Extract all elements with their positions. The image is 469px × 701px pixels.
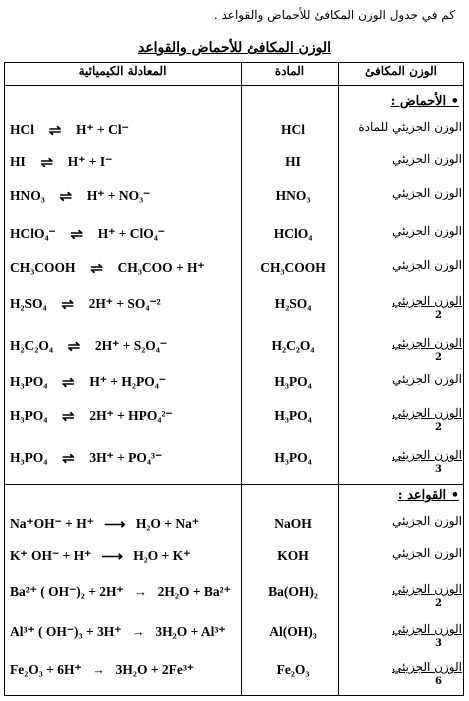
reactants: H₃PO₄ xyxy=(10,450,48,465)
products: CH₃COO + H⁺ xyxy=(117,260,205,275)
substance-formula: HNO₃ xyxy=(275,188,311,203)
reaction-arrow-icon: ⇌ xyxy=(70,226,83,243)
table-row xyxy=(4,576,464,608)
substance-formula: HI xyxy=(285,154,301,169)
reaction-arrow-icon: ⟶ xyxy=(101,548,123,565)
reactants: H₃PO₄ xyxy=(10,408,48,423)
table-row xyxy=(4,180,464,212)
bases-section-label: • القواعد : xyxy=(397,488,459,503)
chemical-equation xyxy=(10,288,242,320)
reactants: Na⁺OH⁻ + H⁺ xyxy=(10,516,94,531)
equivalent-weight xyxy=(342,508,462,540)
chemical-equation xyxy=(10,576,242,608)
header-substance: المادة xyxy=(274,64,305,78)
table-row xyxy=(4,288,464,320)
divisor: 2 xyxy=(435,598,442,608)
reactants: HNO₃ xyxy=(10,188,45,203)
equivalent-weight xyxy=(342,218,462,250)
products: 2H⁺ + S₂O₄⁻ xyxy=(94,338,167,353)
molecular-weight-label: الوزن الجزيئي xyxy=(392,660,462,674)
reaction-arrow-icon: → xyxy=(92,662,106,677)
table-row xyxy=(4,400,464,432)
reaction-arrow-icon: ⇌ xyxy=(67,338,81,355)
header-equation: المعادلة الكيميائية xyxy=(78,64,167,78)
chemical-equation xyxy=(10,616,242,648)
reactants: CH₃COOH xyxy=(10,260,76,275)
products: H⁺ + H₂PO₄⁻ xyxy=(89,374,166,389)
molecular-weight-label: الوزن الجزيئي xyxy=(392,224,462,238)
table-row xyxy=(4,252,464,284)
reaction-arrow-icon: ⇌ xyxy=(62,374,75,391)
divisor: 6 xyxy=(435,676,442,686)
products: H⁺ + ClO₄⁻ xyxy=(97,226,165,241)
products: H⁺ + Cl⁻ xyxy=(76,122,129,137)
molecular-weight-label: الوزن الجزيئي xyxy=(392,406,462,420)
equivalent-weight xyxy=(342,576,462,608)
molecular-weight-label: الوزن الجزيئي xyxy=(392,152,462,166)
products: 2H₂O + Ba²⁺ xyxy=(157,584,231,599)
reactants: K⁺ OH⁻ + H⁺ xyxy=(10,548,92,563)
header-divider xyxy=(4,85,464,86)
equivalent-weight xyxy=(342,252,462,284)
products: H⁺ + I⁻ xyxy=(67,154,113,169)
substance-formula: NaOH xyxy=(274,516,312,531)
divisor: 2 xyxy=(435,310,442,320)
products: H₂O + Na⁺ xyxy=(135,516,199,531)
products: H⁺ + NO₃⁻ xyxy=(86,188,151,203)
table-row xyxy=(4,330,464,362)
molecular-weight-label: الوزن الجزيئي xyxy=(392,372,462,386)
substance-formula: Al(OH)₃ xyxy=(269,624,317,639)
reactants: H₃PO₄ xyxy=(10,374,48,389)
substance-formula: H₃PO₄ xyxy=(274,450,312,465)
equivalent-weight xyxy=(342,616,462,648)
substance-formula: Ba(OH)₂ xyxy=(268,584,318,599)
products: 3H⁺ + PO₄³⁻ xyxy=(89,450,163,465)
table-row xyxy=(4,508,464,540)
products: H₂O + K⁺ xyxy=(133,548,191,563)
table-row xyxy=(4,654,464,686)
equivalent-weight xyxy=(342,540,462,572)
table-row xyxy=(4,218,464,250)
substance-formula: KOH xyxy=(277,548,309,563)
equivalent-weight xyxy=(342,366,462,398)
chemical-equation xyxy=(10,218,242,250)
chemical-equation xyxy=(10,654,242,686)
reaction-arrow-icon: → xyxy=(131,624,145,639)
molecular-weight-label: الوزن الجزيئي xyxy=(392,258,462,272)
reaction-arrow-icon: ⇌ xyxy=(61,296,74,313)
chemical-equation xyxy=(10,180,242,212)
chemical-equation xyxy=(10,442,242,474)
chemical-equation xyxy=(10,114,242,146)
molecular-weight-label: الوزن الجزيئي xyxy=(392,448,462,462)
substance-formula: HClO₄ xyxy=(273,226,313,241)
substance-formula: H₂SO₄ xyxy=(274,296,312,311)
equivalent-weight xyxy=(342,330,462,362)
substance-formula: HCl xyxy=(280,122,305,137)
reactants: Fe₂O₃ + 6H⁺ xyxy=(10,662,82,677)
molecular-weight-label: الوزن الجزيئي للمادة xyxy=(358,120,462,134)
section-divider xyxy=(4,484,464,485)
molecular-weight-label: الوزن الجزيئي xyxy=(392,582,462,596)
reaction-arrow-icon: ⇌ xyxy=(48,122,62,139)
reactants: HClO₄⁻ xyxy=(10,226,56,241)
intro-text: كم في جدول الوزن المكافئ للأحماض والقواعد . xyxy=(213,8,455,22)
products: 3H₂O + 2Fe³⁺ xyxy=(115,662,195,677)
table-row xyxy=(4,366,464,398)
reaction-arrow-icon: ⇌ xyxy=(90,260,103,277)
molecular-weight-label: الوزن الجزيئي xyxy=(392,336,462,350)
chemical-equation xyxy=(10,400,242,432)
divisor: 3 xyxy=(435,464,442,474)
substance-formula: H₃PO₄ xyxy=(274,408,312,423)
reactants: H₂C₂O₄ xyxy=(10,338,53,353)
molecular-weight-label: الوزن الجزيئي xyxy=(392,186,462,200)
equivalent-weight xyxy=(342,146,462,178)
reactants: Al³⁺ ( OH⁻)₃ + 3H⁺ xyxy=(10,624,122,639)
equivalent-weight xyxy=(342,442,462,474)
substance-formula: CH₃COOH xyxy=(260,260,326,275)
acids-section-label: • الأحماض : xyxy=(390,94,459,109)
reaction-arrow-icon: ⇌ xyxy=(40,154,54,171)
molecular-weight-label: الوزن الجزيئي xyxy=(392,514,462,528)
chemical-equation xyxy=(10,252,242,284)
reactants: Ba²⁺ ( OH⁻)₂ + 2H⁺ xyxy=(10,584,124,599)
reaction-arrow-icon: ⟶ xyxy=(104,516,126,533)
equivalent-weight xyxy=(342,180,462,212)
molecular-weight-label: الوزن الجزيئي xyxy=(392,546,462,560)
header-equivalent: الوزن المكافئ xyxy=(365,64,437,78)
reactants: HI xyxy=(10,154,26,169)
chemical-equation xyxy=(10,540,242,572)
table-row xyxy=(4,146,464,178)
divisor: 2 xyxy=(435,352,442,362)
table-row xyxy=(4,442,464,474)
equivalent-weight xyxy=(342,654,462,686)
chemical-equation xyxy=(10,330,242,362)
page-title: الوزن المكافئ للأحماض والقواعد xyxy=(137,40,332,56)
chemical-equation xyxy=(10,146,242,178)
reactants: HCl xyxy=(10,122,35,137)
reaction-arrow-icon: ⇌ xyxy=(62,408,75,425)
table-row xyxy=(4,616,464,648)
chemical-equation xyxy=(10,508,242,540)
products: 2H⁺ + SO₄⁻² xyxy=(88,296,161,311)
divisor: 2 xyxy=(435,422,442,432)
table-row xyxy=(4,114,464,146)
equivalent-weight xyxy=(342,114,462,146)
molecular-weight-label: الوزن الجزيئي xyxy=(392,622,462,636)
products: 3H₂O + Al³⁺ xyxy=(155,624,226,639)
equivalent-weight xyxy=(342,288,462,320)
products: 2H⁺ + HPO₄²⁻ xyxy=(89,408,173,423)
molecular-weight-label: الوزن الجزيئي xyxy=(392,294,462,308)
substance-formula: H₂C₂O₄ xyxy=(271,338,315,353)
reactants: H₂SO₄ xyxy=(10,296,47,311)
substance-formula: H₃PO₄ xyxy=(274,374,312,389)
substance-formula: Fe₂O₃ xyxy=(276,662,310,677)
divisor: 3 xyxy=(435,638,442,648)
equivalent-weight xyxy=(342,400,462,432)
reaction-arrow-icon: ⇌ xyxy=(59,188,73,205)
table-row xyxy=(4,540,464,572)
reaction-arrow-icon: → xyxy=(134,584,148,599)
reaction-arrow-icon: ⇌ xyxy=(62,450,75,467)
chemical-equation xyxy=(10,366,242,398)
